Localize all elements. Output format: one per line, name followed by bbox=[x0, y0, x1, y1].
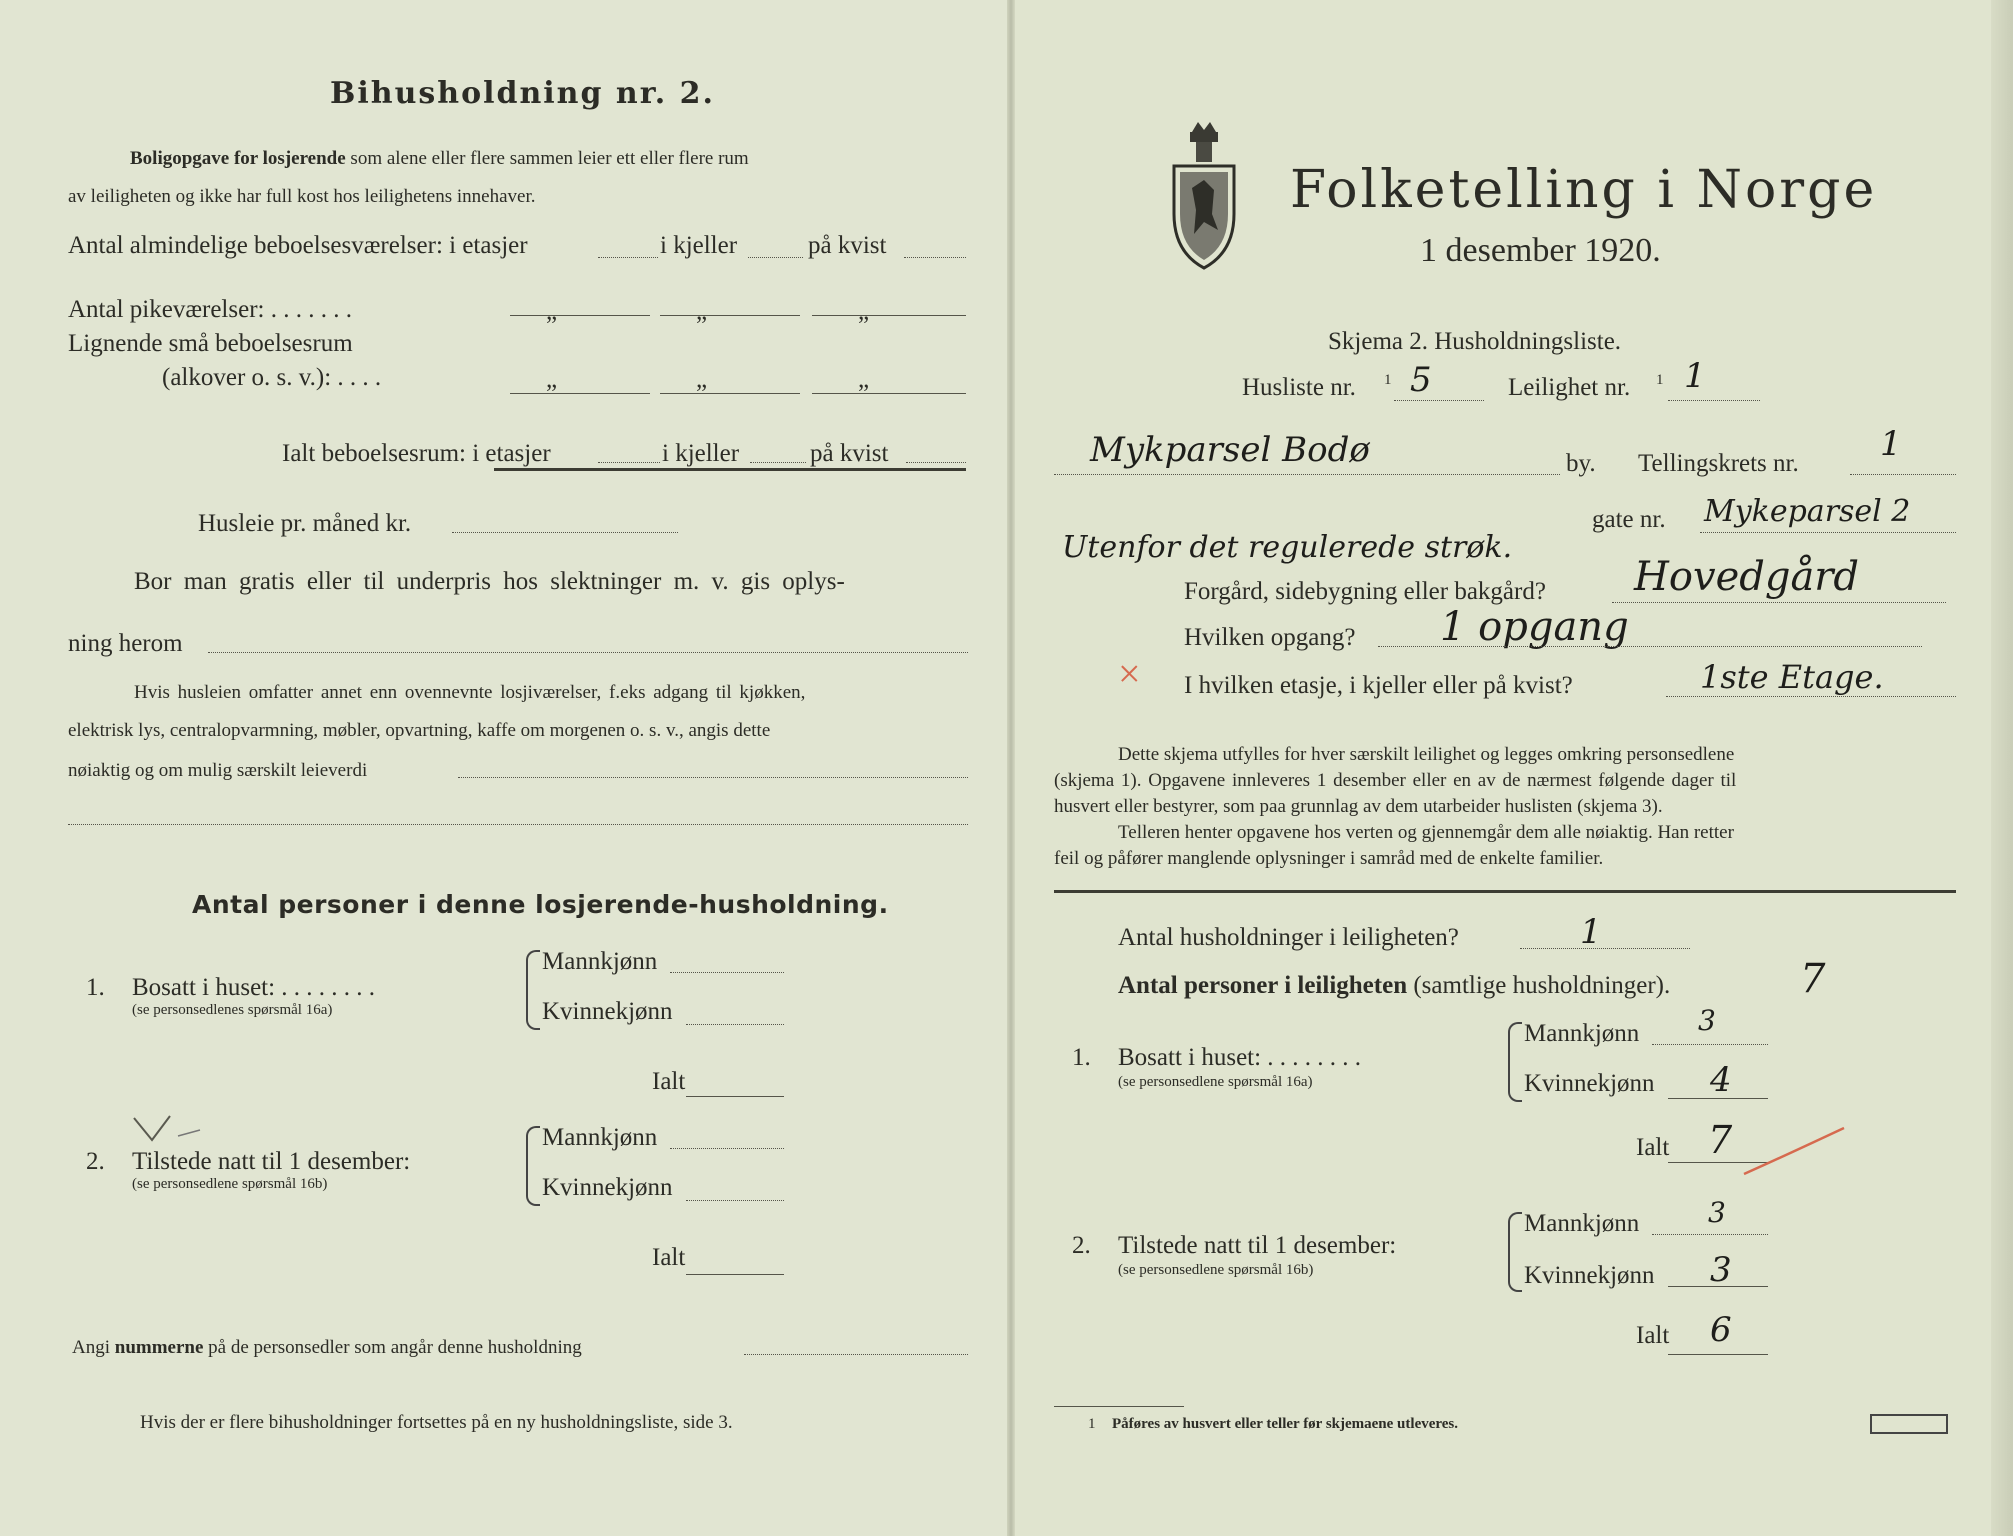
antal-pers-line bbox=[1118, 972, 1670, 1000]
left-q1-brace bbox=[526, 950, 540, 1030]
page-fold bbox=[1007, 0, 1015, 1536]
right-q2-mann-field bbox=[1652, 1234, 1768, 1235]
gate-value[interactable]: Mykeparsel 2 bbox=[1704, 494, 1911, 529]
angi-bold: nummerne bbox=[114, 1337, 204, 1358]
antal-hush-field bbox=[1520, 948, 1690, 949]
flere-note: Hvis der er flere bihusholdninger fortsettes på en ny husholdningsliste, side 3. bbox=[140, 1412, 733, 1433]
info-line-3: husvert eller bestyrer, som paa grunnlag av dem utarbeider huslisten (skjema 3). bbox=[1054, 796, 1663, 817]
etasje-label: I hvilken etasje, i kjeller eller på kvist? bbox=[1184, 672, 1573, 699]
right-q2-mann-label: Mannkjønn bbox=[1524, 1210, 1640, 1237]
right-q1-mann-field bbox=[1652, 1044, 1768, 1045]
hvis-line-3: nøiaktig og om mulig særskilt leieverdi bbox=[68, 760, 368, 781]
left-q2-brace bbox=[526, 1126, 540, 1206]
ialt-kjeller-field[interactable] bbox=[750, 462, 806, 463]
right-page bbox=[1014, 0, 2013, 1536]
right-q1-kvinne-field bbox=[1668, 1098, 1768, 1099]
left-q1-mann-label: Mannkjønn bbox=[542, 948, 658, 975]
forgard-field bbox=[1612, 602, 1946, 603]
margin-x-mark: × bbox=[1118, 651, 1141, 696]
angi-field[interactable] bbox=[744, 1354, 968, 1355]
husleie-label: Husleie pr. måned kr. bbox=[198, 510, 412, 537]
forgard-value[interactable]: Hovedgård bbox=[1634, 554, 1860, 600]
utenfor-note: Utenfor det regulerede strøk. bbox=[1062, 530, 1513, 565]
left-q1-ialt-label: Ialt bbox=[652, 1068, 686, 1095]
row-lignende-label-2: (alkover o. s. v.): . . . . bbox=[162, 364, 382, 391]
info-line-1: Dette skjema utfylles for hver særskilt leilighet og legges omkring personsedlene bbox=[1118, 744, 1735, 765]
left-q1-mann-field[interactable] bbox=[670, 972, 784, 973]
opgang-value[interactable]: 1 opgang bbox=[1440, 604, 1629, 650]
lign-ditto-2: „ bbox=[696, 366, 708, 393]
lign-ditto-1: „ bbox=[546, 366, 558, 393]
alm-kvist-label: på kvist bbox=[808, 232, 887, 259]
row-lignende-label-1: Lignende små beboelsesrum bbox=[68, 330, 353, 357]
left-q2-num: 2. bbox=[86, 1148, 105, 1175]
right-q2-brace bbox=[1508, 1212, 1522, 1292]
norway-coat-of-arms-icon bbox=[1168, 118, 1240, 270]
right-q1-mann-value[interactable]: 3 bbox=[1698, 1004, 1716, 1037]
lign-etasjer-field[interactable] bbox=[510, 393, 650, 394]
right-q1-mann-label: Mannkjønn bbox=[1524, 1020, 1640, 1047]
pike-kvist-field[interactable] bbox=[812, 315, 966, 316]
leilighet-field bbox=[1668, 400, 1760, 401]
section-rule bbox=[1054, 890, 1956, 893]
right-q2-kvinne-field bbox=[1668, 1286, 1768, 1287]
right-q2-ialt-field bbox=[1668, 1354, 1768, 1355]
right-q2-kvinne-label: Kvinnekjønn bbox=[1524, 1262, 1655, 1289]
tellingskrets-field bbox=[1850, 474, 1956, 475]
antal-pers-bold: Antal personer i leiligheten bbox=[1118, 972, 1408, 999]
intro-line-2: av leiligheten og ikke har full kost hos leilighetens innehaver. bbox=[68, 186, 536, 207]
left-q2-label: Tilstede natt til 1 desember: bbox=[132, 1148, 411, 1175]
alm-etasjer-field[interactable] bbox=[598, 257, 658, 258]
right-q1-sub: (se personsedlene spørsmål 16a) bbox=[1118, 1074, 1313, 1090]
angi-pre: Angi bbox=[72, 1337, 110, 1358]
pike-ditto-3: „ bbox=[858, 298, 870, 325]
row-pike-label: Antal pikeværelser: . . . . . . . bbox=[68, 296, 352, 323]
angi-line bbox=[72, 1337, 582, 1359]
ialt-beboelsesrum-label: Ialt beboelsesrum: i etasjer bbox=[282, 440, 551, 467]
left-q1-sub: (se personsedlenes spørsmål 16a) bbox=[132, 1002, 333, 1018]
pike-kjeller-field[interactable] bbox=[660, 315, 800, 316]
left-q2-sub: (se personsedlene spørsmål 16b) bbox=[132, 1176, 328, 1192]
right-q1-kvinne-label: Kvinnekjønn bbox=[1524, 1070, 1655, 1097]
alm-kvist-field[interactable] bbox=[904, 257, 966, 258]
footnote-number: 1 bbox=[1088, 1416, 1096, 1432]
by-label: by. bbox=[1566, 450, 1596, 477]
left-q1-label: Bosatt i huset: . . . . . . . . bbox=[132, 974, 376, 1001]
leieverdi-field-2[interactable] bbox=[68, 824, 968, 825]
husliste-label: Husliste nr. bbox=[1242, 374, 1356, 401]
footnote-rule bbox=[1054, 1406, 1184, 1407]
by-field bbox=[1054, 474, 1560, 475]
tellingskrets-value[interactable]: 1 bbox=[1880, 424, 1902, 464]
left-q2-ialt-field[interactable] bbox=[686, 1274, 784, 1275]
right-q1-num: 1. bbox=[1072, 1044, 1091, 1071]
right-q2-kvinne-value[interactable]: 3 bbox=[1710, 1250, 1732, 1290]
intro-rest: som alene eller flere sammen leier ett eller flere rum bbox=[350, 148, 749, 169]
right-q1-ialt-label: Ialt bbox=[1636, 1134, 1670, 1161]
antal-pers-value[interactable]: 7 bbox=[1800, 956, 1826, 1002]
right-q2-ialt-value[interactable]: 6 bbox=[1710, 1310, 1732, 1350]
info-line-4: Telleren henter opgavene hos verten og gjennemgår dem alle nøiaktig. Han retter bbox=[1118, 822, 1734, 843]
left-q1-ialt-field[interactable] bbox=[686, 1096, 784, 1097]
opgang-label: Hvilken opgang? bbox=[1184, 624, 1356, 651]
ialt-kvist-label: på kvist bbox=[810, 440, 889, 467]
etasje-value[interactable]: 1ste Etage. bbox=[1700, 658, 1884, 696]
footnote-text: Påføres av husvert eller teller før skjemaene utleveres. bbox=[1112, 1416, 1459, 1432]
right-q1-label: Bosatt i huset: . . . . . . . . bbox=[1118, 1044, 1362, 1071]
ialt-etasjer-field[interactable] bbox=[598, 462, 660, 463]
hvis-line-1: Hvis husleien omfatter annet enn ovennevnte losjiværelser, f.eks adgang til kjøkken, bbox=[134, 682, 806, 703]
pike-etasjer-field[interactable] bbox=[510, 315, 650, 316]
leilighet-footnote-mark: 1 bbox=[1656, 372, 1664, 388]
intro-bold: Boligopgave for losjerende bbox=[130, 148, 346, 169]
forgard-label: Forgård, sidebygning eller bakgård? bbox=[1184, 578, 1546, 605]
bor-line-2: ning herom bbox=[68, 630, 183, 657]
lign-ditto-3: „ bbox=[858, 366, 870, 393]
husliste-field bbox=[1394, 400, 1484, 401]
lign-kjeller-field[interactable] bbox=[660, 393, 800, 394]
left-q1-kvinne-label: Kvinnekjønn bbox=[542, 998, 673, 1025]
gate-label: gate nr. bbox=[1592, 506, 1666, 533]
left-q2-ialt-label: Ialt bbox=[652, 1244, 686, 1271]
form-date: 1 desember 1920. bbox=[1420, 232, 1661, 269]
skjema-label: Skjema 2. Husholdningsliste. bbox=[1328, 328, 1622, 355]
ialt-underline bbox=[494, 468, 966, 471]
right-q1-kvinne-value[interactable]: 4 bbox=[1710, 1060, 1732, 1100]
left-title: Bihusholdning nr. 2. bbox=[330, 76, 715, 111]
pike-ditto-2: „ bbox=[696, 298, 708, 325]
right-q2-mann-value[interactable]: 3 bbox=[1708, 1196, 1726, 1229]
husliste-value[interactable]: 5 bbox=[1410, 360, 1432, 400]
leieverdi-field[interactable] bbox=[458, 777, 968, 778]
form-title: Folketelling i Norge bbox=[1290, 160, 1878, 220]
info-line-2: (skjema 1). Opgavene innleveres 1 desember eller en av de nærmest følgende dager til bbox=[1054, 770, 1737, 791]
right-q2-ialt-label: Ialt bbox=[1636, 1322, 1670, 1349]
husleie-field[interactable] bbox=[452, 532, 678, 533]
right-q1-brace bbox=[1508, 1022, 1522, 1102]
left-q2-mann-label: Mannkjønn bbox=[542, 1124, 658, 1151]
antal-hush-label: Antal husholdninger i leiligheten? bbox=[1118, 924, 1459, 951]
intro-line-1 bbox=[130, 148, 749, 170]
lign-kvist-field[interactable] bbox=[812, 393, 966, 394]
right-q1-ialt-value[interactable]: 7 bbox=[1708, 1118, 1733, 1162]
pike-ditto-1: „ bbox=[546, 298, 558, 325]
bor-line-1: Bor man gratis eller til underpris hos slektninger m. v. gis oplys- bbox=[134, 568, 845, 595]
by-value[interactable]: Mykparsel Bodø bbox=[1090, 430, 1370, 470]
red-pencil-stroke bbox=[1740, 1124, 1850, 1180]
bor-field[interactable] bbox=[208, 652, 968, 653]
antal-hush-value[interactable]: 1 bbox=[1580, 912, 1602, 952]
alm-kjeller-label: i kjeller bbox=[660, 232, 738, 259]
antal-pers-rest: (samtlige husholdninger). bbox=[1413, 972, 1671, 999]
left-q1-kvinne-field[interactable] bbox=[686, 1024, 784, 1025]
ialt-kjeller-label: i kjeller bbox=[662, 440, 740, 467]
hvis-line-2: elektrisk lys, centralopvarmning, møbler, opvartning, kaffe om morgenen o. s. v., angis dette bbox=[68, 720, 771, 741]
printer-stamp bbox=[1870, 1414, 1948, 1434]
left-q1-num: 1. bbox=[86, 974, 105, 1001]
tellingskrets-label: Tellingskrets nr. bbox=[1638, 450, 1799, 477]
husliste-footnote-mark: 1 bbox=[1384, 372, 1392, 388]
alm-kjeller-field[interactable] bbox=[748, 257, 803, 258]
right-q2-sub: (se personsedlene spørsmål 16b) bbox=[1118, 1262, 1314, 1278]
pencil-check-mark bbox=[130, 1110, 230, 1150]
left-q2-kvinne-label: Kvinnekjønn bbox=[542, 1174, 673, 1201]
left-q2-kvinne-field[interactable] bbox=[686, 1200, 784, 1201]
leilighet-value[interactable]: 1 bbox=[1684, 356, 1706, 396]
paper-edge bbox=[1991, 0, 2013, 1536]
ialt-kvist-field[interactable] bbox=[906, 462, 966, 463]
row-almindelige-label: Antal almindelige beboelsesværelser: i etasjer bbox=[68, 232, 528, 259]
leilighet-label: Leilighet nr. bbox=[1508, 374, 1631, 401]
info-line-5: feil og påfører manglende oplysninger i samråd med de enkelte familier. bbox=[1054, 848, 1604, 869]
right-q2-label: Tilstede natt til 1 desember: bbox=[1118, 1232, 1397, 1259]
left-q2-mann-field[interactable] bbox=[670, 1148, 784, 1149]
left-antal-heading: Antal personer i denne losjerende-husholdning. bbox=[192, 890, 889, 919]
etasje-field bbox=[1666, 696, 1956, 697]
opgang-field bbox=[1378, 646, 1922, 647]
gate-field bbox=[1700, 532, 1956, 533]
angi-post: på de personsedler som angår denne husholdning bbox=[208, 1337, 582, 1358]
right-q2-num: 2. bbox=[1072, 1232, 1091, 1259]
